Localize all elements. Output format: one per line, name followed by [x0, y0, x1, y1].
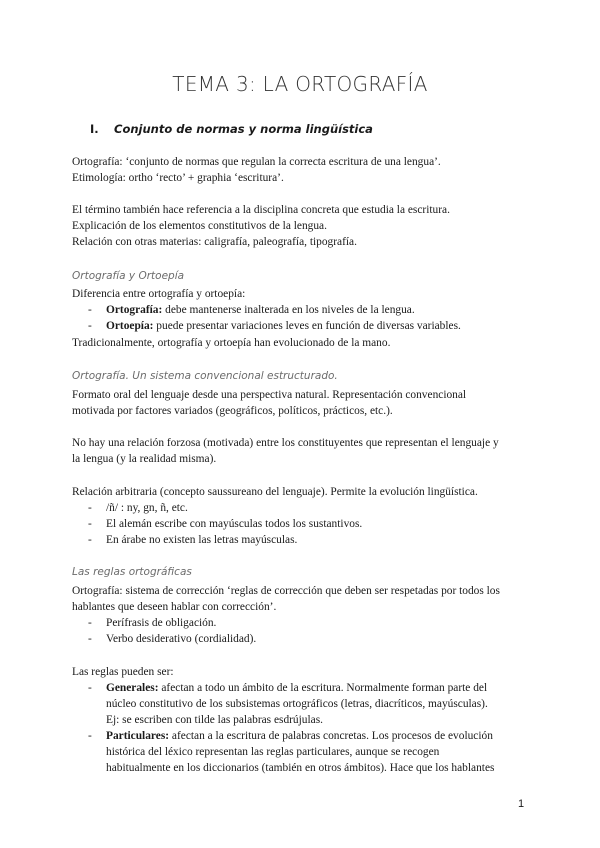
bullet-dash: - [88, 534, 92, 546]
bullet-dash: - [88, 682, 92, 694]
text-line: No hay una relación forzosa (motivada) entre los constituyentes que representan el lenguaje y [72, 437, 499, 449]
text-line: Explicación de los elementos constitutivos de la lengua. [72, 220, 327, 232]
text-line: Relación con otras materias: caligrafía, paleografía, tipografía. [72, 236, 357, 248]
paragraph [72, 202, 532, 250]
list-item [88, 516, 528, 532]
paragraph [72, 154, 532, 186]
subheading: Ortografía y Ortoepía [72, 270, 185, 282]
paragraph [72, 583, 532, 615]
list-item [88, 680, 528, 728]
list-item [88, 500, 528, 516]
text-line: Tradicionalmente, ortografía y ortoepía han evolucionado de la mano. [72, 337, 391, 349]
text-line: El término también hace referencia a la disciplina concreta que estudia la escritura. [72, 204, 450, 216]
section-heading [90, 122, 373, 136]
list-text: En árabe no existen las letras mayúsculas. [106, 534, 298, 546]
definition: afectan a todo un ámbito de la escritura. Normalmente forman parte del [158, 682, 488, 694]
text-line: histórica del léxico representan las reglas particulares, aunque se recogen [106, 746, 440, 758]
paragraph [72, 387, 532, 419]
text-line: Ej: se escriben con tilde las palabras esdrújulas. [106, 714, 323, 726]
text-line: Diferencia entre ortografía y ortoepía: [72, 288, 246, 300]
text-line: motivada por factores variados (geográficos, políticos, prácticos, etc.). [72, 405, 393, 417]
page-number: 1 [518, 798, 525, 810]
list-text: El alemán escribe con mayúsculas todos los sustantivos. [106, 518, 363, 530]
bullet-dash: - [88, 320, 92, 332]
term: Generales: [106, 682, 159, 694]
text-line: la lengua (y la realidad misma). [72, 453, 217, 465]
list-item [88, 302, 528, 318]
section-number: I. [90, 122, 99, 136]
list-item [88, 728, 528, 776]
definition: afectan a la escritura de palabras concretas. Los procesos de evolución [169, 730, 493, 742]
text-line: núcleo constitutivo de los subsistemas ortográficos (letras, diacríticos, mayúsculas). [106, 698, 488, 710]
subheading: Las reglas ortográficas [72, 566, 192, 578]
text-line: hablantes que deseen hablar con corrección’. [72, 601, 277, 613]
bullet-dash: - [88, 633, 92, 645]
text-line: Las reglas pueden ser: [72, 666, 174, 678]
list-item [88, 532, 528, 548]
bullet-dash: - [88, 304, 92, 316]
list-item [88, 615, 528, 631]
text-line: Formato oral del lenguaje desde una perspectiva natural. Representación convencional [72, 389, 467, 401]
bullet-dash: - [88, 730, 92, 742]
definition: puede presentar variaciones leves en función de diversas variables. [153, 320, 461, 332]
list-text: Verbo desiderativo (cordialidad). [106, 633, 257, 645]
subheading: Ortografía. Un sistema convencional estructurado. [72, 370, 338, 382]
list-item [88, 318, 528, 334]
list-item [88, 631, 528, 647]
list-text: /ñ/ : ny, gn, ñ, etc. [106, 502, 188, 514]
definition: debe mantenerse inalterada en los niveles de la lengua. [162, 304, 415, 316]
section-label: Conjunto de normas y norma lingüística [114, 122, 373, 136]
list-text: Perífrasis de obligación. [106, 617, 217, 629]
text-line: Ortografía: ‘conjunto de normas que regulan la correcta escritura de una lengua’. [72, 156, 441, 168]
bullet-dash: - [88, 518, 92, 530]
text-line: habitualmente en los diccionarios (también en otros ámbitos). Hace que los hablantes [106, 762, 495, 774]
term: Ortoepía: [106, 320, 154, 332]
text-line: Etimología: ortho ‘recto’ + graphia ‘escritura’. [72, 172, 284, 184]
term: Ortografía: [106, 304, 163, 316]
text-line: Ortografía: sistema de corrección ‘reglas de corrección que deben ser respetadas por todos los [72, 585, 500, 597]
term: Particulares: [106, 730, 170, 742]
bullet-dash: - [88, 502, 92, 514]
text-line: Relación arbitraria (concepto saussureano del lenguaje). Permite la evolución lingüística. [72, 486, 478, 498]
paragraph [72, 435, 532, 467]
page-title: TEMA 3: LA ORTOGRAFÍA [172, 72, 428, 96]
bullet-dash: - [88, 617, 92, 629]
